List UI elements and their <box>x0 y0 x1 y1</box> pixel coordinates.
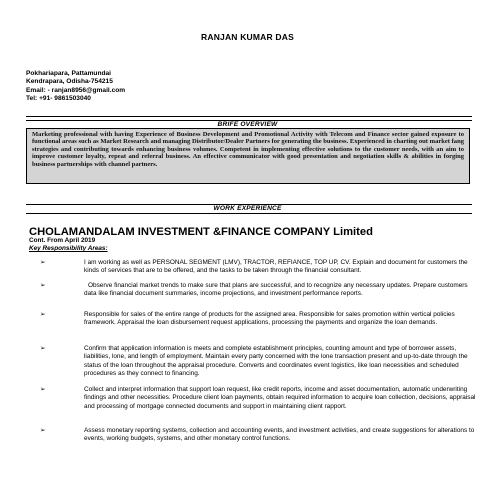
employment-period: Cont. From April 2019 <box>29 237 96 244</box>
phone-line: Tel: +91- 9861503040 <box>26 95 91 103</box>
contact-block <box>26 70 125 104</box>
bullet-text: Collect and interpret information that support loan request, like credit reports, income and asset documentation, automatic underwriting findings and other necessities. Procedure client loan payments, obtain required information to acquire loan collection, decisions, appraisal and processing of mortgage connected documents and support in maintaining client rapport. <box>84 386 476 410</box>
address-line-2: Kendrapara, Odisha-754215 <box>26 78 113 86</box>
arrow-bullet-icon: ➢ <box>40 311 46 318</box>
responsibility-heading: Key Responsibility Areas: <box>29 245 108 252</box>
candidate-name: RANJAN KUMAR DAS <box>201 32 294 42</box>
bullet-text: Observe financial market trends to make sure that plans are successful, and to recognize any necessary updates. Prepare customers data like financial document summaries, income projections, and investment performance reports. <box>84 282 468 298</box>
arrow-bullet-icon: ➢ <box>40 386 46 393</box>
arrow-bullet-icon: ➢ <box>40 259 46 266</box>
arrow-bullet-icon: ➢ <box>40 427 46 434</box>
arrow-bullet-icon: ➢ <box>40 282 46 289</box>
bullet-text: Confirm that application information is meets and complete establishment principles, counting amount and type of borrower assets, liabilities, lone, and length of employment. Maintain every party concerned with the lone transaction present and up-to-date through the status of the loan throughout the appraisal procedure. Converts and coordinates event logistics, like loan necessities and scheduled procedures as they connect to financing. <box>84 345 468 377</box>
company-name: CHOLAMANDALAM INVESTMENT &FINANCE COMPANY Limited <box>29 226 373 238</box>
work-experience-title: WORK EXPERIENCE <box>213 205 282 212</box>
email-line: Email: - ranjan8956@gmail.com <box>26 86 126 94</box>
arrow-bullet-icon: ➢ <box>40 345 46 352</box>
bullet-text: I am working as well as PERSONAL SEGMENT (LMV), TRACTOR, REFIANCE, TOP UP, CV. Explain and document for customers the kinds of services that are to be offered, and the tasks to be taken through the financial consultant. <box>84 259 468 275</box>
address-line-1: Pokhariapara, Pattamundai <box>26 70 112 77</box>
bullet-text: Responsible for sales of the entire range of products for the assigned area. Responsible for sales promotion within vertical policies framework. Appraisal the loan disbursement request applications, processing the payments and organize the loan demands. <box>84 311 455 327</box>
bullet-text: Assess monetary reporting systems, collection and accounting events, and investment activities, and create suggestions for alterations to events, working budgets, systems, and other monetary control functions. <box>84 427 475 443</box>
brief-overview-text: Marketing professional with having Experience of Business Development and Promotional Activity with Telecom and Finance sector gained exposure to functional areas such as Market Research and managing Distributor/Dealer Partners for generating the business. Experienced in charting out market fang strategies and contributing towards enhancing business volumes. Competent in implementing effective solutions to the customer needs, with an aim to improve customer loyalty, repeat and referral business. An effective communicator with good presentation and negotiation skills & abilities in forging business partnerships with channel partners. <box>26 128 470 184</box>
brief-overview-title: BRIFE OVERVIEW <box>217 121 278 128</box>
